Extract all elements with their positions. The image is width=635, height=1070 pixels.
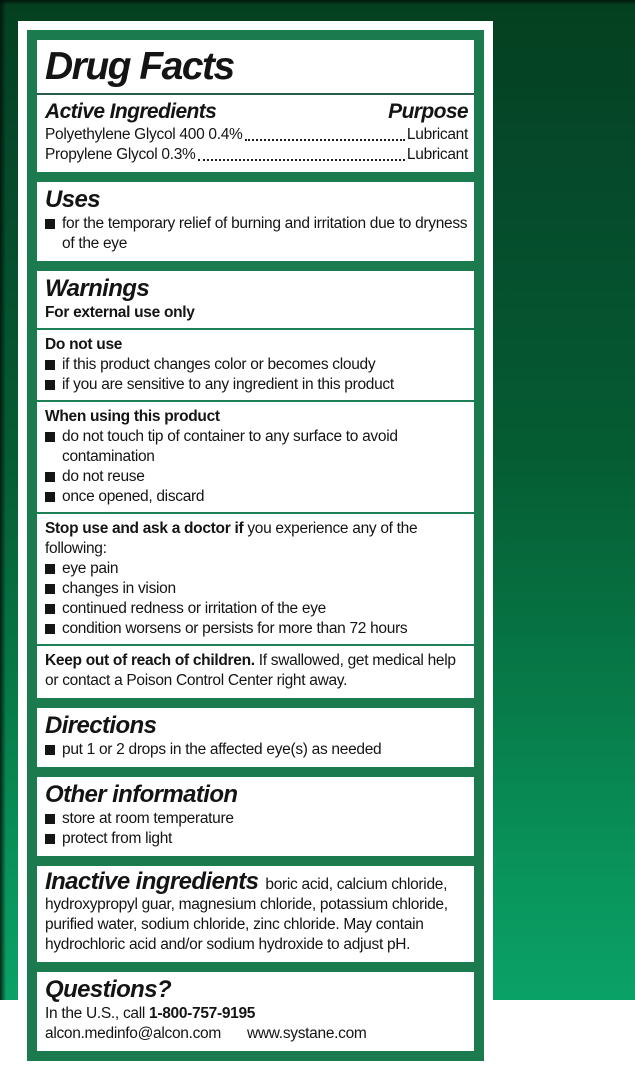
- stop-use-rest: you experience any of the following:: [45, 520, 418, 557]
- square-bullet-icon: [45, 380, 55, 390]
- stop-use-statement: [45, 519, 468, 559]
- website-url: www.systane.com: [246, 1025, 367, 1042]
- square-bullet-icon: [45, 360, 55, 370]
- bullet-text: if this product changes color or becomes cloudy: [62, 356, 376, 373]
- do-not-use-lead: Do not use: [45, 336, 123, 353]
- list-item: [45, 375, 468, 395]
- ingredient-name: Polyethylene Glycol 400 0.4%: [45, 126, 243, 143]
- warnings-heading: Warnings: [45, 275, 150, 302]
- ingredient-purpose: Lubricant: [406, 146, 468, 163]
- list-item: [45, 809, 468, 829]
- dot-leader: [198, 159, 405, 161]
- when-using-lead: When using this product: [45, 408, 220, 425]
- section-uses: [37, 182, 474, 261]
- square-bullet-icon: [45, 432, 55, 442]
- list-item: [45, 599, 468, 619]
- ingredient-name: Propylene Glycol 0.3%: [45, 146, 196, 163]
- section-other-information: [37, 777, 474, 856]
- bullet-text: changes in vision: [62, 580, 176, 597]
- square-bullet-icon: [45, 472, 55, 482]
- square-bullet-icon: [45, 814, 55, 824]
- list-item: [45, 559, 468, 579]
- list-item: [45, 355, 468, 375]
- bullet-text: protect from light: [62, 830, 173, 847]
- bullet-text: eye pain: [62, 560, 119, 577]
- bullet-text: store at room temperature: [62, 810, 234, 827]
- purpose-header: Purpose: [388, 100, 468, 123]
- warnings-divider: [37, 644, 474, 646]
- warnings-divider: [37, 400, 474, 402]
- keep-out-statement: [45, 651, 468, 691]
- other-information-heading: Other information: [45, 781, 238, 808]
- keep-out-rest: If swallowed, get medical help or contact a Poison Control Center right away.: [45, 652, 456, 689]
- bullet-text: do not touch tip of container to any surface to avoid contamination: [62, 428, 398, 465]
- call-prefix: In the U.S., call: [45, 1005, 150, 1022]
- ingredient-purpose: Lubricant: [406, 126, 468, 143]
- inactive-ingredients-text: boric acid, calcium chloride, hydroxypropyl guar, magnesium chloride, potassium chloride, purified water, sodium chloride, zinc chloride. May contain hydrochloric acid and/or sodium hydroxide to adjust pH.: [45, 876, 448, 953]
- inactive-ingredients-heading: Inactive ingredients: [45, 868, 259, 895]
- list-item: [45, 427, 468, 467]
- phone-line: [45, 1004, 468, 1024]
- uses-heading: Uses: [45, 186, 100, 213]
- bullet-text: for the temporary relief of burning and irritation due to dryness of the eye: [62, 215, 468, 252]
- warnings-divider: [37, 328, 474, 330]
- bullet-text: put 1 or 2 drops in the affected eye(s) as needed: [62, 741, 382, 758]
- square-bullet-icon: [45, 624, 55, 634]
- square-bullet-icon: [45, 604, 55, 614]
- inactive-ingredients-paragraph: [45, 870, 468, 955]
- title-divider: [37, 93, 474, 95]
- list-item: [45, 467, 468, 487]
- section-questions: [37, 972, 474, 1051]
- bullet-text: once opened, discard: [62, 488, 205, 505]
- section-inactive-ingredients: [37, 866, 474, 962]
- list-item: [45, 740, 468, 760]
- stop-use-lead: Stop use and ask a doctor if: [45, 520, 244, 537]
- bullet-text: do not reuse: [62, 468, 145, 485]
- list-item: [45, 487, 468, 507]
- section-directions: [37, 708, 474, 767]
- external-use-statement: For external use only: [45, 304, 195, 321]
- drug-facts-frame: [27, 30, 484, 1061]
- square-bullet-icon: [45, 219, 55, 229]
- square-bullet-icon: [45, 584, 55, 594]
- photo-edge-shadow-left: [0, 0, 6, 1000]
- list-item: [45, 619, 468, 639]
- phone-number: 1-800-757-9195: [149, 1005, 256, 1022]
- photo-edge-shadow-top: [0, 0, 635, 5]
- list-item: [45, 214, 468, 254]
- section-title-and-actives: [37, 40, 474, 172]
- square-bullet-icon: [45, 834, 55, 844]
- dot-leader: [245, 139, 405, 141]
- drug-facts-title: Drug Facts: [45, 45, 234, 88]
- contact-email: alcon.medinfo@alcon.com: [45, 1025, 221, 1042]
- directions-heading: Directions: [45, 712, 157, 739]
- bullet-text: if you are sensitive to any ingredient in this product: [62, 376, 394, 393]
- active-ingredient-row: [45, 145, 468, 165]
- contact-line: [45, 1024, 468, 1044]
- bullet-text: condition worsens or persists for more than 72 hours: [62, 620, 408, 637]
- square-bullet-icon: [45, 745, 55, 755]
- list-item: [45, 829, 468, 849]
- questions-heading: Questions?: [45, 976, 172, 1003]
- square-bullet-icon: [45, 564, 55, 574]
- keep-out-lead: Keep out of reach of children.: [45, 652, 255, 669]
- list-item: [45, 579, 468, 599]
- active-ingredients-header: Active Ingredients: [45, 100, 217, 123]
- drug-facts-panel: [18, 21, 493, 1070]
- square-bullet-icon: [45, 492, 55, 502]
- warnings-divider: [37, 512, 474, 514]
- section-warnings: [37, 271, 474, 698]
- active-ingredient-row: [45, 125, 468, 145]
- bullet-text: continued redness or irritation of the eye: [62, 600, 326, 617]
- actives-header-row: [45, 99, 468, 125]
